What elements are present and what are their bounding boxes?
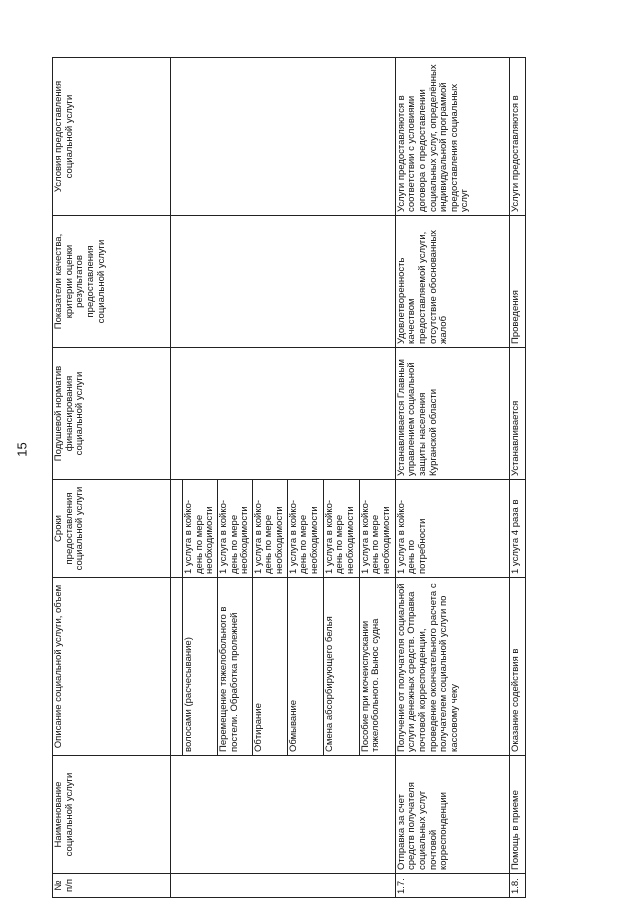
sub-terms: 1 услуга в койко-день по мере необходимости [217, 480, 252, 578]
cell-empty [171, 578, 183, 756]
sub-desc: Обмывание [287, 578, 323, 756]
table-row [171, 58, 183, 898]
sub-terms: 1 услуга в койко-день по мере необходимости [252, 480, 287, 578]
cell-empty [171, 756, 396, 874]
rotated-page [52, 58, 594, 898]
services-table [52, 57, 526, 898]
cell-empty [171, 874, 396, 898]
header-name: Наименование социальной услуги [53, 756, 171, 874]
table-header-row [53, 58, 171, 898]
sub-terms: 1 услуга в койко-день по мере необходимости [287, 480, 323, 578]
service-name: Отправка за счет средств получателя социальных услуг почтовой корреспонденции [395, 756, 509, 874]
header-desc: Описание социальной услуги, объем [53, 578, 171, 756]
service-conditions: Услуги предоставляются в соответствии с условиями договора о предоставлении социальных услуг, определённых индивидуальной программой предоставления социальных услуг [395, 58, 509, 216]
sub-desc: Пособие при мочеиспускании тяжелобольного. Вынос судна [359, 578, 395, 756]
service-name: Помощь в приеме [509, 756, 525, 874]
sub-desc: Смена абсорбирующего белья [323, 578, 359, 756]
sub-desc: волосами (расчесывание) [183, 578, 218, 756]
service-terms: 1 услуга 4 раза в [509, 480, 525, 578]
sub-desc: Обтирание [252, 578, 287, 756]
service-norm: Устанавливается [509, 348, 525, 480]
service-terms: 1 услуга в койко-день по потребности [395, 480, 509, 578]
row-num: 1.7. [395, 874, 509, 898]
service-quality: Удовлетворенность качеством предоставляемой услуги, отсутствие обоснованных жалоб [395, 216, 509, 348]
cell-empty [171, 348, 396, 480]
service-norm: Устанавливается Главным управлением социальной защиты населения Курганской области [395, 348, 509, 480]
cell-empty [171, 58, 396, 216]
table-row [509, 58, 525, 898]
service-quality: Проведения [509, 216, 525, 348]
cell-empty [171, 216, 396, 348]
header-terms: Сроки предоставления социальной услуги [53, 480, 171, 578]
header-quality: Показатели качества, критерии оценки результатов предоставления социальной услуги [53, 216, 171, 348]
sub-terms: 1 услуга в койко-день по мере необходимости [183, 480, 218, 578]
row-num: 1.8. [509, 874, 525, 898]
page-number: 15 [14, 442, 30, 457]
sub-terms: 1 услуга в койко-день по мере необходимости [359, 480, 395, 578]
header-num: № п/п [53, 874, 171, 898]
header-conditions: Условия предоставления социальной услуги [53, 58, 171, 216]
service-desc: Получение от получателя социальной услуги денежных средств. Отправка почтовой корреспонденции, проведение окончательного расчета с получателем социальной услуги по кассовому чеку [395, 578, 509, 756]
cell-empty [171, 480, 183, 578]
sub-terms: 1 услуга в койко-день по мере необходимости [323, 480, 359, 578]
header-norm: Подушевой норматив финансирования социальной услуги [53, 348, 171, 480]
table-row [395, 58, 509, 898]
service-conditions: Услуги предоставляются в [509, 58, 525, 216]
service-desc: Оказание содействия в [509, 578, 525, 756]
sub-desc: Перемещение тяжелобольного в постели. Обработка пролежней [217, 578, 252, 756]
